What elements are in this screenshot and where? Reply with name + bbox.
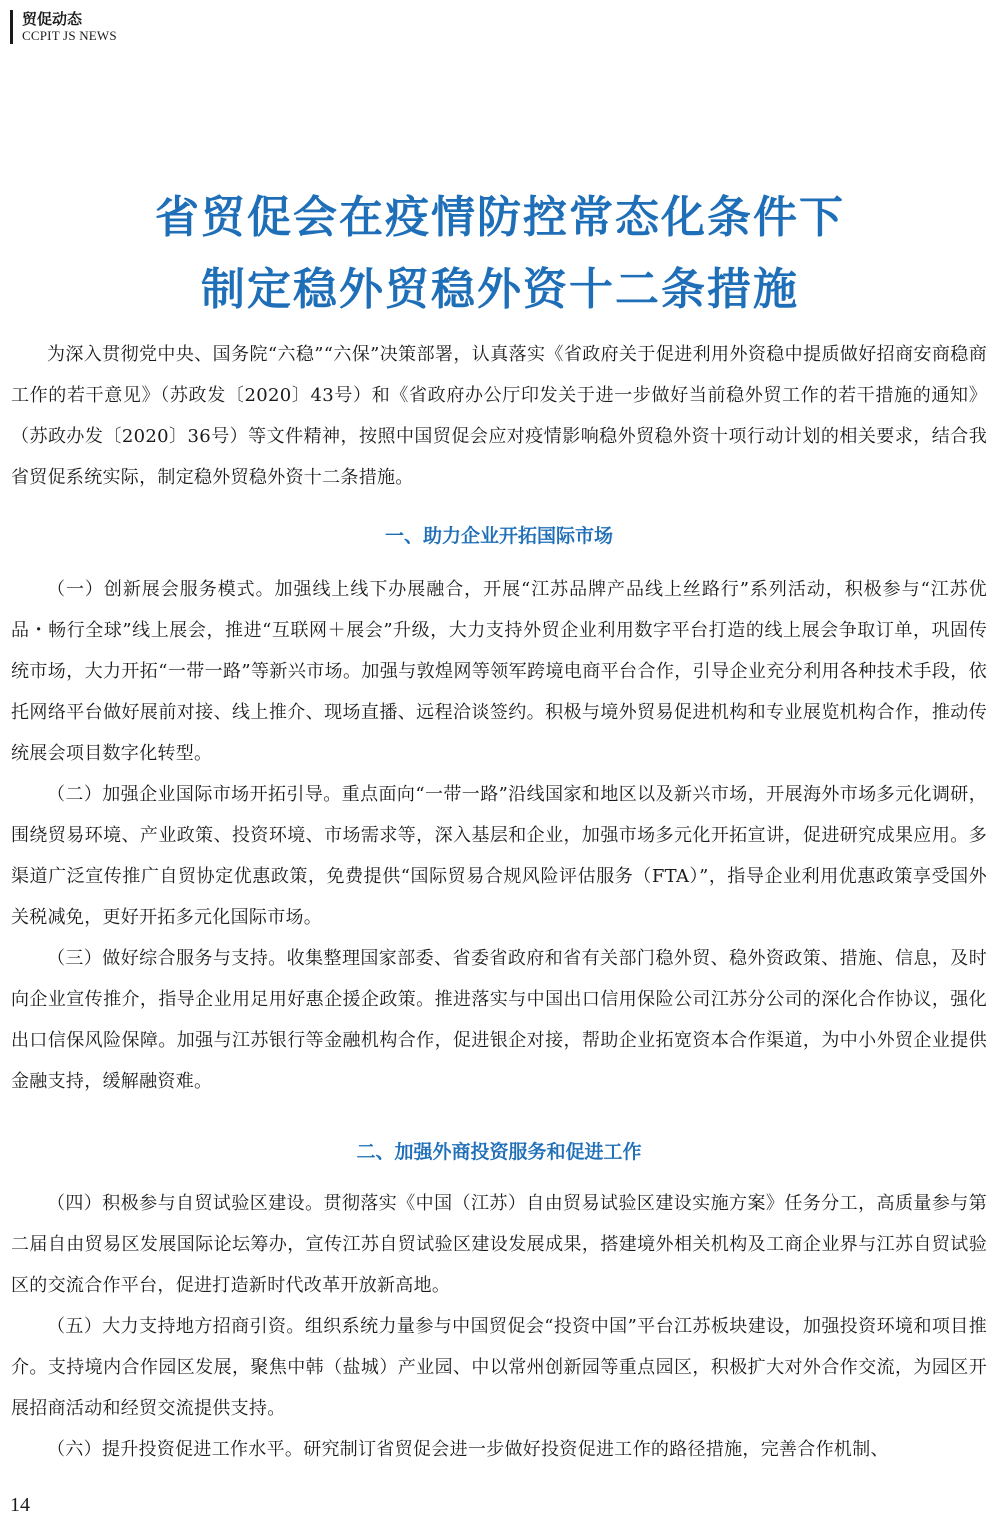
section-heading-2: 二、加强外商投资服务和促进工作 [356,1141,642,1163]
section-title-cn: 贸促动态 [22,10,83,28]
section-heading-1: 一、助力企业开拓国际市场 [384,525,613,547]
intro-paragraph: 为深入贯彻党中央、国务院“六稳”“六保”决策部署，认真落实《省政府关于促进利用外资稳中提质做好招商安商稳商工作的若干意见》（苏政发〔2020〕43号）和《省政府办公厅印发关于进一步做好当前稳外贸工作的若干措施的通知》（苏政办发〔2020〕36号）等文件精神，按照中国贸促会应对疫情影响稳外贸稳外资十项行动计划的相关要求，结合我省贸促系统实际，制定稳外贸稳外资十二条措施。 [11,344,987,488]
measure-2-paragraph: （二）加强企业国际市场开拓引导。重点面向“一带一路”沿线国家和地区以及新兴市场，开展海外市场多元化调研，围绕贸易环境、产业政策、投资环境、市场需求等，深入基层和企业，加强市场多元化开拓宣讲，促进研究成果应用。多渠道广泛宣传推广自贸协定优惠政策，免费提供“国际贸易合规风险评估服务（FTA）”，指导企业利用优惠政策享受国外关税减免，更好开拓多元化国际市场。 [11,784,987,928]
article-title [0,182,1000,326]
measure-3-paragraph: （三）做好综合服务与支持。收集整理国家部委、省委省政府和省有关部门稳外贸、稳外资政策、措施、信息，及时向企业宣传推介，指导企业用足用好惠企援企政策。推进落实与中国出口信用保险公司江苏分公司的深化合作协议，强化出口信保风险保障。加强与江苏银行等金融机构合作，促进银企对接，帮助企业拓宽资本合作渠道，为中小外贸企业提供金融支持，缓解融资难。 [11,948,987,1092]
article-title-line-1: 省贸促会在疫情防控常态化条件下 [155,192,845,243]
section-header [10,10,117,44]
measure-6-paragraph: （六）提升投资促进工作水平。研究制订省贸促会进一步做好投资促进工作的路径措施，完善合作机制、 [47,1439,889,1460]
article-body [11,334,987,1470]
measure-5-paragraph: （五）大力支持地方招商引资。组织系统力量参与中国贸促会“投资中国”平台江苏板块建设，加强投资环境和项目推介。支持境内合作园区发展，聚焦中韩（盐城）产业园、中以常州创新园等重点园区，积极扩大对外合作交流，为园区开展招商活动和经贸交流提供支持。 [11,1316,987,1419]
page-number: 14 [10,1494,30,1516]
measure-4-paragraph: （四）积极参与自贸试验区建设。贯彻落实《中国（江苏）自由贸易试验区建设实施方案》任务分工，高质量参与第二届自由贸易区发展国际论坛筹办，宣传江苏自贸试验区建设发展成果，搭建境外相关机构及工商企业界与江苏自贸试验区的交流合作平台，促进打造新时代改革开放新高地。 [11,1193,987,1296]
section-title-en: CCPIT JS NEWS [22,28,117,43]
measure-1-paragraph: （一）创新展会服务模式。加强线上线下办展融合，开展“江苏品牌产品线上丝路行”系列活动，积极参与“江苏优品・畅行全球”线上展会，推进“互联网＋展会”升级，大力支持外贸企业利用数字平台打造的线上展会争取订单，巩固传统市场，大力开拓“一带一路”等新兴市场。加强与敦煌网等领军跨境电商平台合作，引导企业充分利用各种技术手段，依托网络平台做好展前对接、线上推介、现场直播、远程洽谈签约。积极与境外贸易促进机构和专业展览机构合作，推动传统展会项目数字化转型。 [11,579,987,764]
article-title-line-2: 制定稳外贸稳外资十二条措施 [201,264,799,315]
